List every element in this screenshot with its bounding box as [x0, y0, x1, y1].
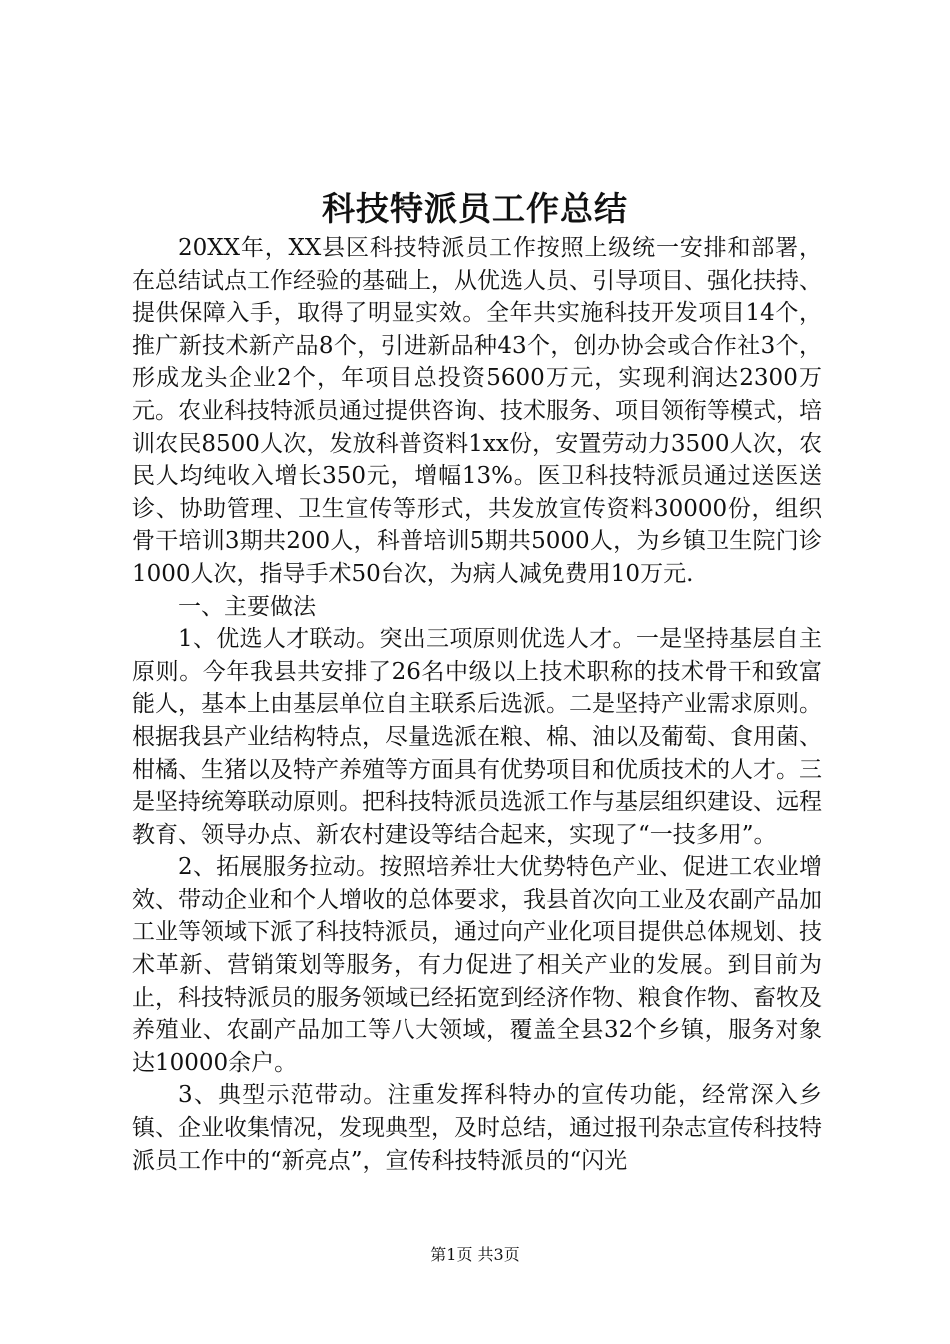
- page-footer: 第1页 共3页: [430, 1245, 520, 1264]
- document-title: 科技特派员工作总结: [322, 189, 628, 228]
- document-body: [132, 232, 822, 1177]
- paragraph-demonstration: 3、典型示范带动。注重发挥科特办的宣传功能，经常深入乡镇、企业收集情况，发现典型，及时总结，通过报刊杂志宣传科技特派员工作中的“新亮点”，宣传科技特派员的“闪光: [132, 1082, 822, 1174]
- paragraph-summary: 20XX年，XX县区科技特派员工作按照上级统一安排和部署，在总结试点工作经验的基础上，从优选人员、引导项目、强化扶持、提供保障入手，取得了明显实效。全年共实施科技开发项目14个，推广新技术新产品8个，引进新品种43个，创办协会或合作社3个，形成龙头企业2个，年项目总投资5600万元，实现利润达2300万元。农业科技特派员通过提供咨询、技术服务、项目领衔等模式，培训农民8500人次，发放科普资料1xx份，安置劳动力3500人次，农民人均纯收入增长350元，增幅13%。医卫科技特派员通过送医送诊、协助管理、卫生宣传等形式，共发放宣传资料30000份，组织骨干培训3期共200人，科普培训5期共5000人，为乡镇卫生院门诊1000人次，指导手术50台次，为病人减免费用10万元.: [132, 235, 822, 587]
- section-heading-main-practices: 一、主要做法: [178, 593, 316, 620]
- paragraph-service-expansion: 2、拓展服务拉动。按照培养壮大优势特色产业、促进工农业增效、带动企业和个人增收的总体要求，我县首次向工业及农副产品加工业等领域下派了科技特派员，通过向产业化项目提供总体规划、技术革新、营销策划等服务，有力促进了相关产业的发展。到目前为止，科技特派员的服务领域已经拓宽到经济作物、粮食作物、畜牧及养殖业、农副产品加工等八大领域，覆盖全县32个乡镇，服务对象达10000余户。: [132, 854, 822, 1076]
- paragraph-talent-linkage: 1、优选人才联动。突出三项原则优选人才。一是坚持基层自主原则。今年我县共安排了26名中级以上技术职称的技术骨干和致富能人，基本上由基层单位自主联系后选派。二是坚持产业需求原则。根据我县产业结构特点，尽量选派在粮、棉、油以及葡萄、食用菌、柑橘、生猪以及特产养殖等方面具有优势项目和优质技术的人才。三是坚持统筹联动原则。把科技特派员选派工作与基层组织建设、远程教育、领导办点、新农村建设等结合起来，实现了“一技多用”。: [132, 626, 822, 848]
